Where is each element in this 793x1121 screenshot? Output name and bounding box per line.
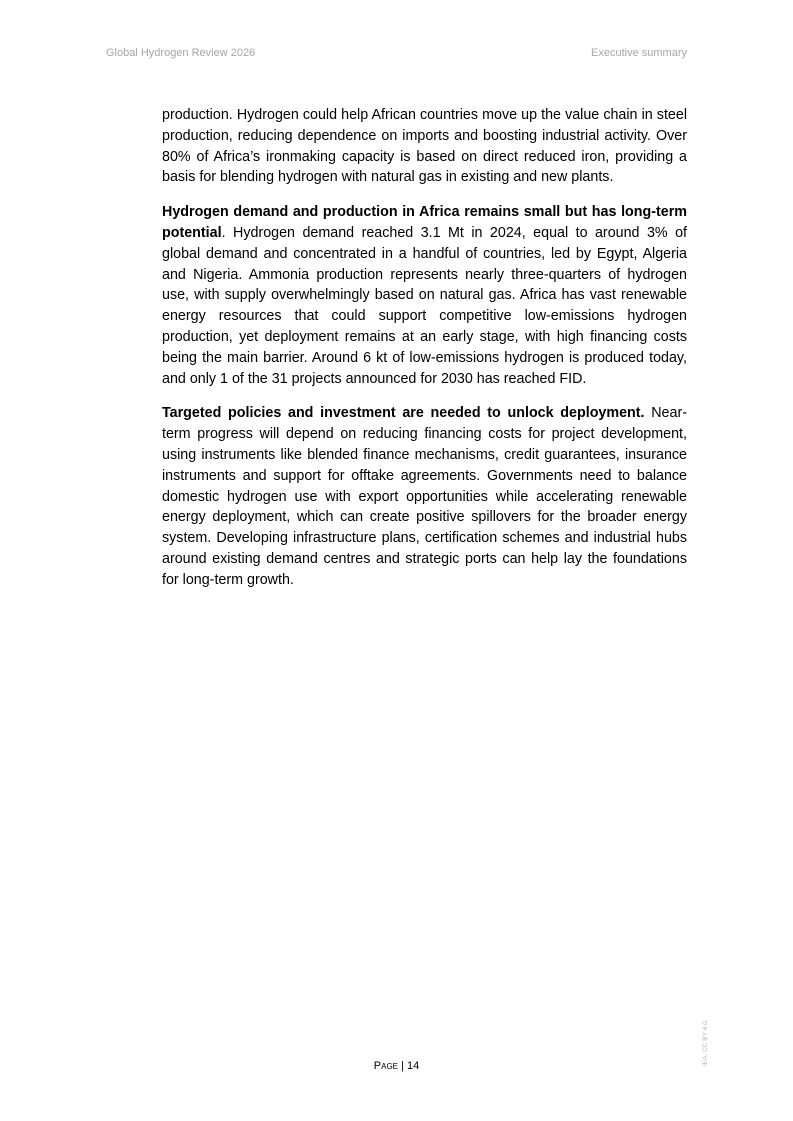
page-separator: | (398, 1060, 407, 1072)
paragraph-3-lead: Targeted policies and investment are needed to unlock deployment. (162, 405, 645, 422)
paragraph-2-lead: Hydrogen demand and production in Africa remains small but has long-term potential (162, 204, 687, 241)
page-number: 14 (406, 1060, 420, 1072)
page-label: Page (373, 1060, 398, 1072)
paragraph-2-text: . Hydrogen demand reached 3.1 Mt in 2024, equal to around 3% of global demand and concentrated in a handful of countries, led by Egypt, Algeria and Nigeria. Ammonia production represents nearly three-quarters of hydrogen use, with supply overwhelmingly based on natural gas. Africa has vast renewable energy resources that could support competitive low-emissions hydrogen production, yet deployment remains at an early stage, with high financing costs being the main barrier. Around 6 kt of low-emissions hydrogen is produced today, and only 1 of the 31 projects announced for 2030 has reached FID. (162, 224, 687, 387)
paragraph-3 (162, 403, 687, 590)
paragraph-3-text: Near-term progress will depend on reducing financing costs for project development, using instruments like blended finance mechanisms, credit guarantees, insurance instruments and support for offtake agreements. Governments need to balance domestic hydrogen use with export opportunities while accelerating renewable energy deployment, which can create positive spillovers for the broader energy system. Developing infrastructure plans, certification schemes and industrial hubs around existing demand centres and strategic ports can help lay the foundations for long-term growth. (162, 405, 687, 588)
license-notice: IEA. CC BY 4.0. (702, 1019, 709, 1066)
page-footer (0, 1060, 793, 1072)
paragraph-2 (162, 202, 687, 389)
paragraph-1 (162, 105, 687, 188)
document-body (162, 105, 687, 605)
running-header-section: Executive summary (591, 47, 687, 59)
running-header-title: Global Hydrogen Review 2026 (106, 47, 256, 59)
paragraph-1-text: production. Hydrogen could help African countries move up the value chain in steel production, reducing dependence on imports and boosting industrial activity. Over 80% of Africa’s ironmaking capacity is based on direct reduced iron, providing a basis for blending hydrogen with natural gas in existing and new plants. (162, 107, 687, 186)
